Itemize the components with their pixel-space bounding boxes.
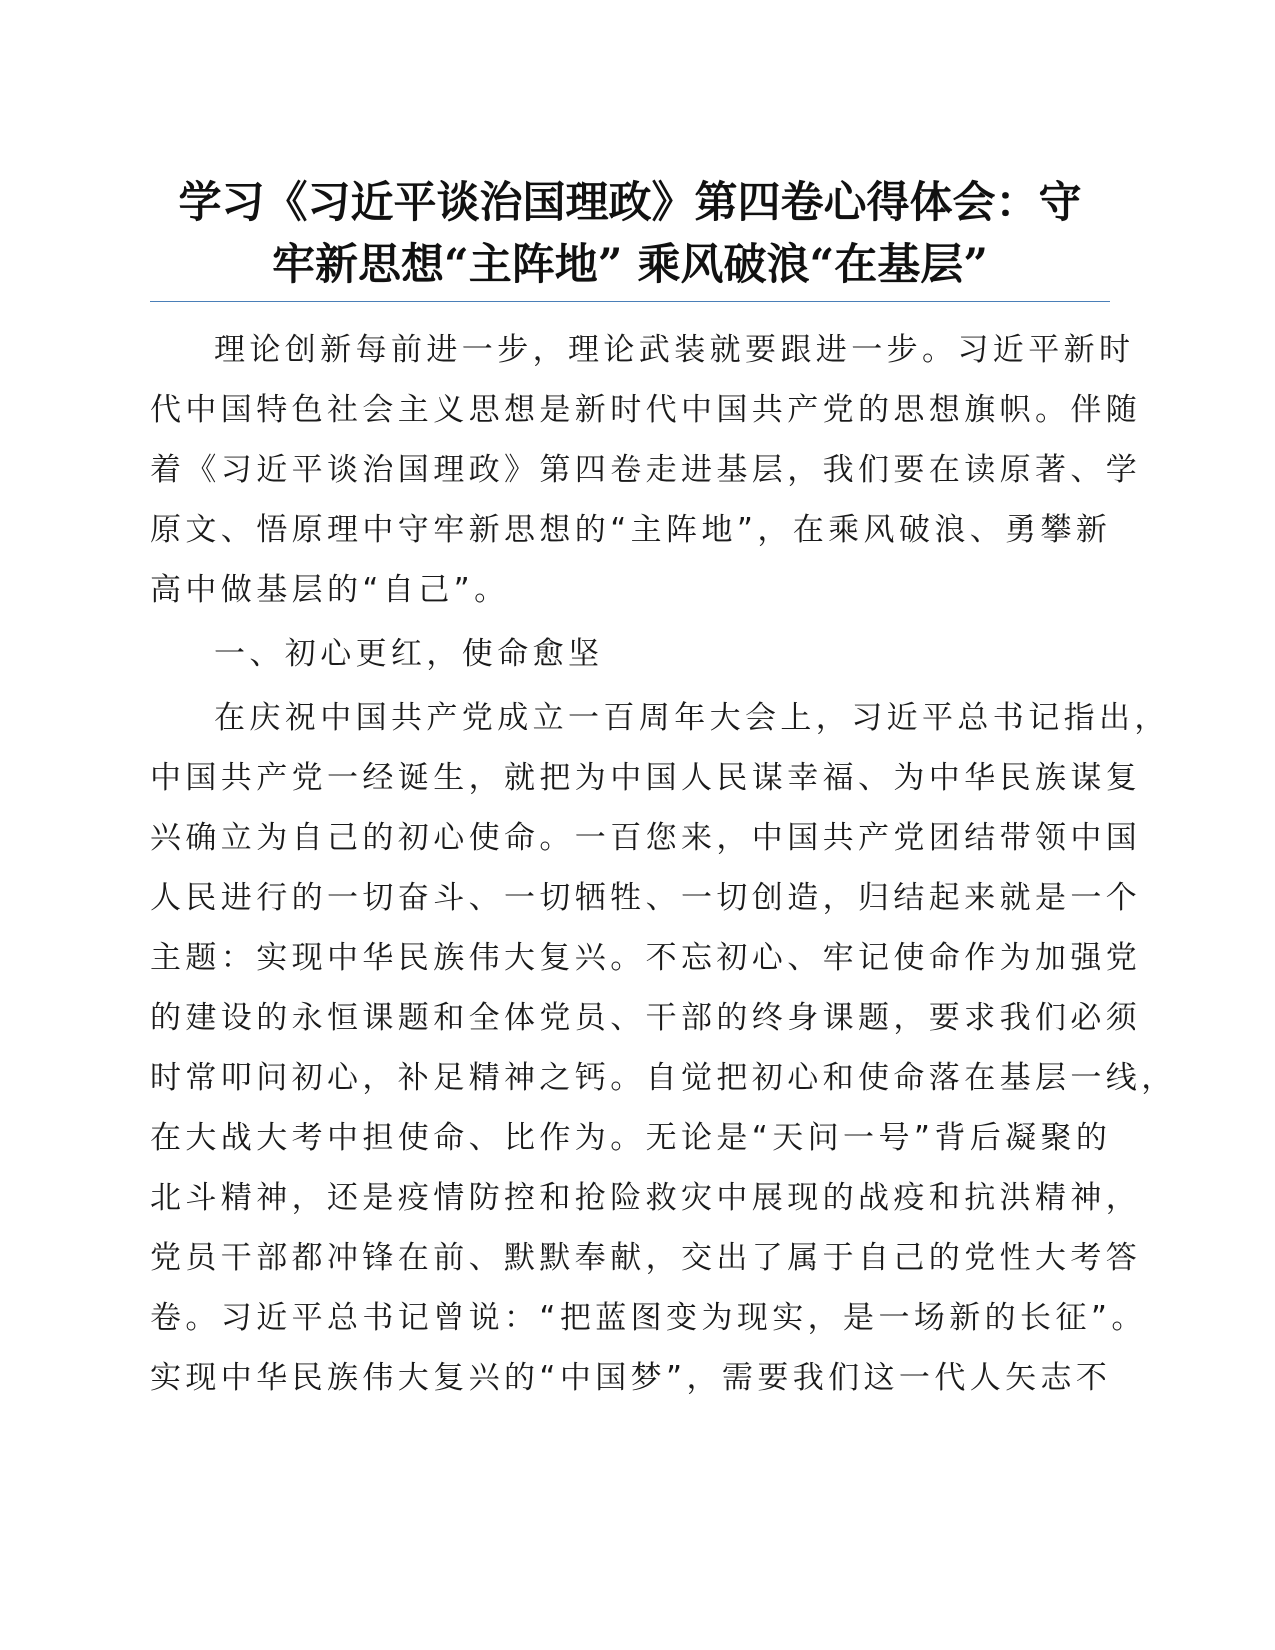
paragraph-2-line-10: 党员干部都冲锋在前、默默奉献，交出了属于自己的党性大考答 (150, 1240, 1142, 1276)
paragraph-2-line-7: 时常叩问初心，补足精神之钙。自觉把初心和使命落在基层一线， (150, 1060, 1177, 1096)
paragraph-2-line-6: 的建设的永恒课题和全体党员、干部的终身课题，要求我们必须 (150, 1000, 1142, 1036)
document-body (150, 320, 1177, 1408)
document-title (150, 172, 1110, 296)
paragraph-1-line-2: 代中国特色社会主义思想是新时代中国共产党的思想旗帜。伴随 (150, 392, 1142, 428)
paragraph-2-line-11: 卷。习近平总书记曾说：“把蓝图变为现实，是一场新的长征”。 (150, 1300, 1147, 1336)
title-line-2: 牢新思想“主阵地” 乘风破浪“在基层” (272, 240, 988, 290)
paragraph-1-line-4: 原文、悟原理中守牢新思想的“主阵地”，在乘风破浪、勇攀新 (150, 512, 1112, 548)
paragraph-2-line-1: 在庆祝中国共产党成立一百周年大会上，习近平总书记指出， (214, 700, 1170, 736)
paragraph-2-line-2: 中国共产党一经诞生，就把为中国人民谋幸福、为中华民族谋复 (150, 760, 1142, 796)
paragraph-2-line-8: 在大战大考中担使命、比作为。无论是“天问一号”背后凝聚的 (150, 1120, 1112, 1156)
paragraph-2-line-4: 人民进行的一切奋斗、一切牺牲、一切创造，归结起来就是一个 (150, 880, 1142, 916)
paragraph-2-line-3: 兴确立为自己的初心使命。一百您来，中国共产党团结带领中国 (150, 820, 1142, 856)
paragraph-1-line-1: 理论创新每前进一步，理论武装就要跟进一步。习近平新时 (214, 332, 1135, 368)
paragraph-2-line-5: 主题：实现中华民族伟大复兴。不忘初心、牢记使命作为加强党 (150, 940, 1142, 976)
section-heading-1: 一、初心更红，使命愈坚 (214, 636, 604, 672)
title-divider (150, 301, 1110, 302)
paragraph-1-line-3: 着《习近平谈治国理政》第四卷走进基层，我们要在读原著、学 (150, 452, 1142, 488)
paragraph-2-line-12: 实现中华民族伟大复兴的“中国梦”，需要我们这一代人矢志不 (150, 1360, 1112, 1396)
paragraph-2-line-9: 北斗精神，还是疫情防控和抢险救灾中展现的战疫和抗洪精神， (150, 1180, 1142, 1216)
paragraph-1-line-5: 高中做基层的“自己”。 (150, 572, 510, 608)
title-line-1: 学习《习近平谈治国理政》第四卷心得体会：守 (178, 178, 1082, 228)
